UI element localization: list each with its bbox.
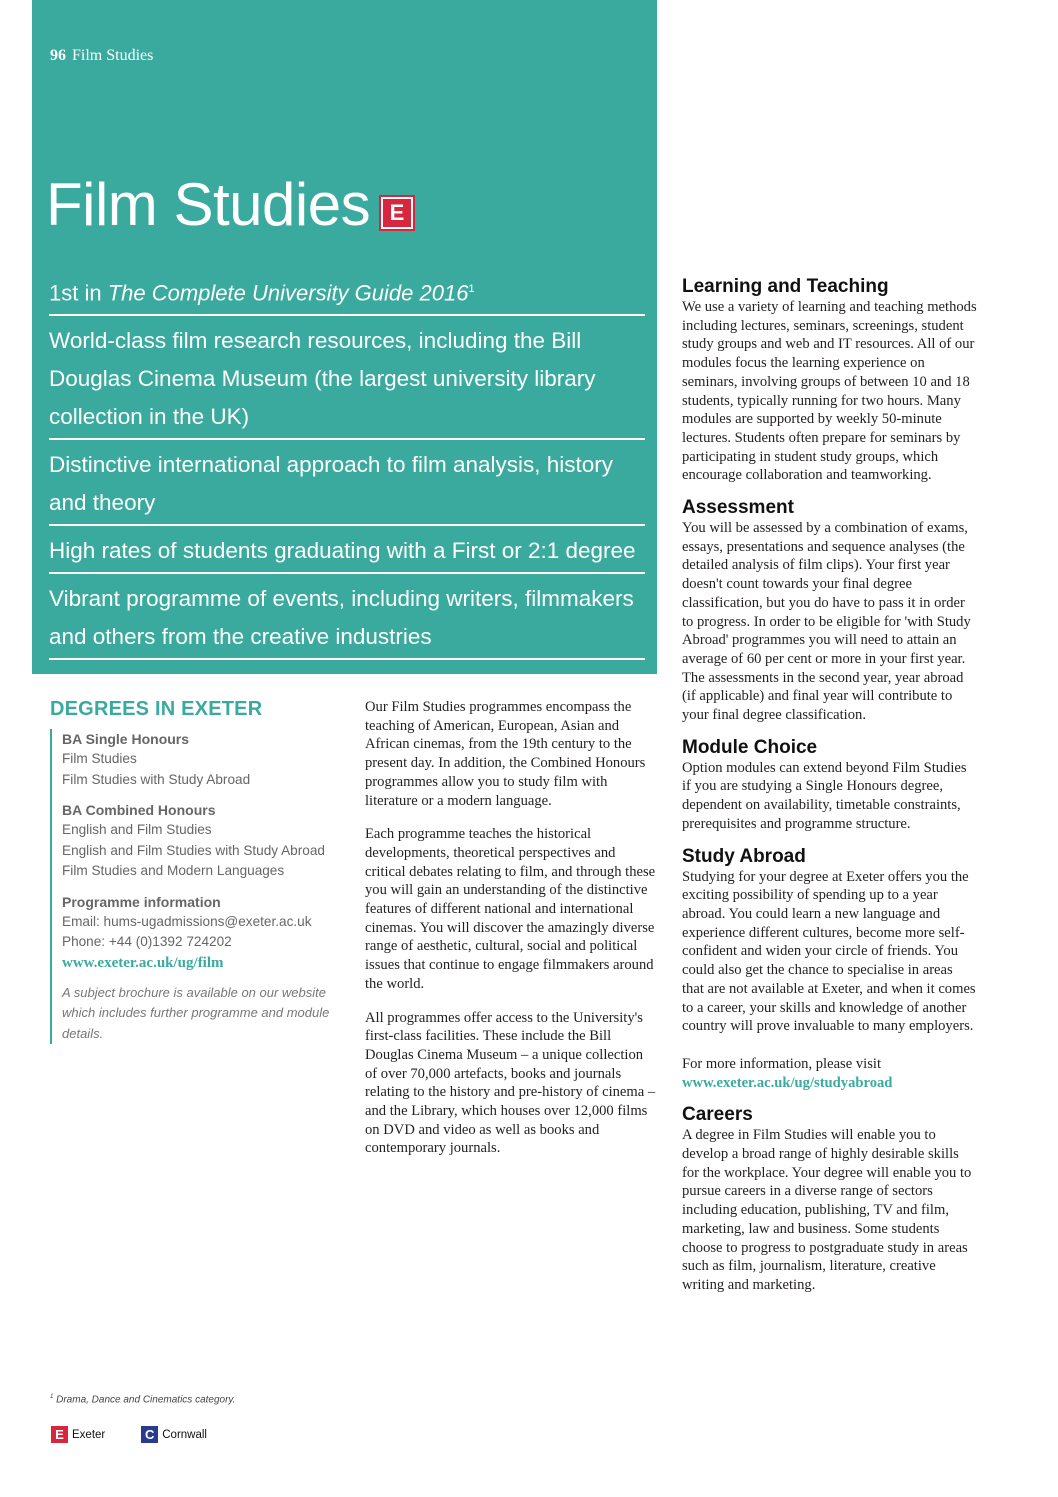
highlight-item: Vibrant programme of events, including writers, filmmakers and others from the creative industries xyxy=(49,580,645,660)
degree-item: English and Film Studies xyxy=(62,822,212,837)
module-section xyxy=(682,737,977,834)
assessment-section xyxy=(682,497,977,725)
exeter-logo xyxy=(51,1426,105,1443)
degree-item: Film Studies with Study Abroad xyxy=(62,771,251,787)
combined-honours-heading: BA Combined Honours xyxy=(62,802,216,818)
footnote-number: 1 xyxy=(50,1394,54,1400)
intro-paragraph: Each programme teaches the historical developments, theoretical perspectives and critical debates relating to film, and through these you will gain an understanding of the distinctive features of different national and international cinemas. You will discover the amazingly diverse range of aesthetic, cultural, social and political issues that continue to engage filmmakers around the world. xyxy=(365,826,656,992)
contact-phone: Phone: +44 (0)1392 724202 xyxy=(62,934,232,949)
learning-section xyxy=(682,276,977,485)
careers-heading: Careers xyxy=(682,1104,753,1126)
highlight-guide-name: The Complete University Guide 2016 xyxy=(107,280,469,306)
abroad-body: Studying for your degree at Exeter offers you the exciting possibility of spending up to a year abroad. You could learn a new language and experience different cultures, become more self-confident and widen your circle of friends. You could also get the chance to specialise in areas that are not available at Exeter, and when it comes to a career, your skills and knowledge of another country will prove invaluable to many employers. xyxy=(682,868,976,1035)
highlight-prefix: 1st in xyxy=(49,280,108,306)
careers-body: A degree in Film Studies will enable you to develop a broad range of highly desirable skills for the workplace. Your degree will enable you to pursue careers in a diverse range of sectors including education, publishing, TV and film, marketing, law and business. Some students choose to progress to postgraduate study in areas such as film, journalism, literature, creative writing and marketing. xyxy=(682,1127,972,1293)
degree-item: Film Studies and Modern Languages xyxy=(62,863,285,878)
exeter-campus-badge: E xyxy=(381,197,413,229)
intro-paragraph: All programmes offer access to the University's first-class facilities. These include the Bill Douglas Cinema Museum – a unique collection of over 70,000 artefacts, books and journals relating to the history and pre-history of cinema – and the Library, which houses over 12,000 films on DVD and video as well as books and contemporary journals. xyxy=(365,1009,656,1157)
footnote-text: Drama, Dance and Cinematics category. xyxy=(56,1394,236,1406)
study-abroad-link[interactable]: www.exeter.ac.uk/ug/studyabroad xyxy=(682,1074,893,1091)
exeter-logo-icon: E xyxy=(51,1426,68,1443)
footnote xyxy=(50,1394,235,1405)
degrees-box xyxy=(50,729,350,1044)
campus-logos xyxy=(51,1426,243,1443)
highlight-item xyxy=(49,270,645,316)
learning-heading: Learning and Teaching xyxy=(682,276,889,297)
assessment-body: You will be assessed by a combination of exams, essays, presentations and sequence analyses (the detailed analysis of film clips). Your first year doesn't count towards your final degree classification, but you do have to pass it in order to progress. In order to be eligible for 'with Study Abroad' programmes you will need to attain an average of 60 per cent or more in your first year. The assessments in the second year, year abroad (if applicable) and final year will contribute to your final degree classification. xyxy=(682,520,971,724)
degrees-heading: DEGREES IN EXETER xyxy=(50,698,263,720)
cornwall-logo-label: Cornwall xyxy=(162,1428,207,1441)
intro-paragraph: Our Film Studies programmes encompass the teaching of American, European, Asian and African cinemas, from the 19th century to the present day. In addition, the Combined Honours programmes allow you to study film with literature or a modern language. xyxy=(365,699,646,809)
module-heading: Module Choice xyxy=(682,736,818,758)
more-info-text: For more information, please visit xyxy=(682,1055,882,1072)
highlight-item: World-class film research resources, including the Bill Douglas Cinema Museum (the largest university library collection in the UK) xyxy=(49,322,645,440)
degree-item: Film Studies xyxy=(62,751,137,766)
cornwall-logo xyxy=(141,1426,207,1443)
abroad-section xyxy=(682,846,977,1093)
degrees-panel xyxy=(50,698,350,1044)
page-section: Film Studies xyxy=(72,47,154,64)
careers-section xyxy=(682,1104,977,1294)
footnote-marker: 1 xyxy=(468,283,475,295)
contact-email[interactable]: Email: hums-ugadmissions@exeter.ac.uk xyxy=(62,913,312,929)
abroad-heading: Study Abroad xyxy=(682,845,806,867)
exeter-logo-label: Exeter xyxy=(72,1428,106,1441)
highlights-list xyxy=(49,270,645,666)
degree-item: English and Film Studies with Study Abroad xyxy=(62,842,325,858)
page-title: Film Studies xyxy=(46,171,371,238)
programme-info-heading: Programme information xyxy=(62,893,221,910)
single-honours-heading: BA Single Honours xyxy=(62,731,190,747)
assessment-heading: Assessment xyxy=(682,497,794,519)
page-header xyxy=(50,47,153,65)
film-programme-link[interactable]: www.exeter.ac.uk/ug/film xyxy=(62,954,224,971)
highlight-item: High rates of students graduating with a First or 2:1 degree xyxy=(49,532,645,574)
page-number: 96 xyxy=(50,47,66,64)
intro-column xyxy=(365,698,658,1173)
module-body: Option modules can extend beyond Film Studies if you are studying a Single Honours degree, dependent on availability, timetable constraints, prerequisites and programme structure. xyxy=(682,759,967,832)
details-column xyxy=(682,276,977,1307)
abroad-more-info xyxy=(682,1055,977,1092)
learning-body: We use a variety of learning and teaching methods including lectures, seminars, screenings, student study groups and web and IT resources. All of our modules focus the learning experience on seminars, involving groups of between 10 and 18 students, typically running for two hours. Many modules are supported by weekly 50-minute lectures. Students often prepare for seminars by participating in student study groups, which encourage collaboration and teamworking. xyxy=(682,299,977,484)
highlight-item: Distinctive international approach to film analysis, history and theory xyxy=(49,446,645,526)
brochure-note: A subject brochure is available on our website which includes further programme and module details. xyxy=(62,984,330,1041)
cornwall-logo-icon: C xyxy=(141,1426,158,1443)
